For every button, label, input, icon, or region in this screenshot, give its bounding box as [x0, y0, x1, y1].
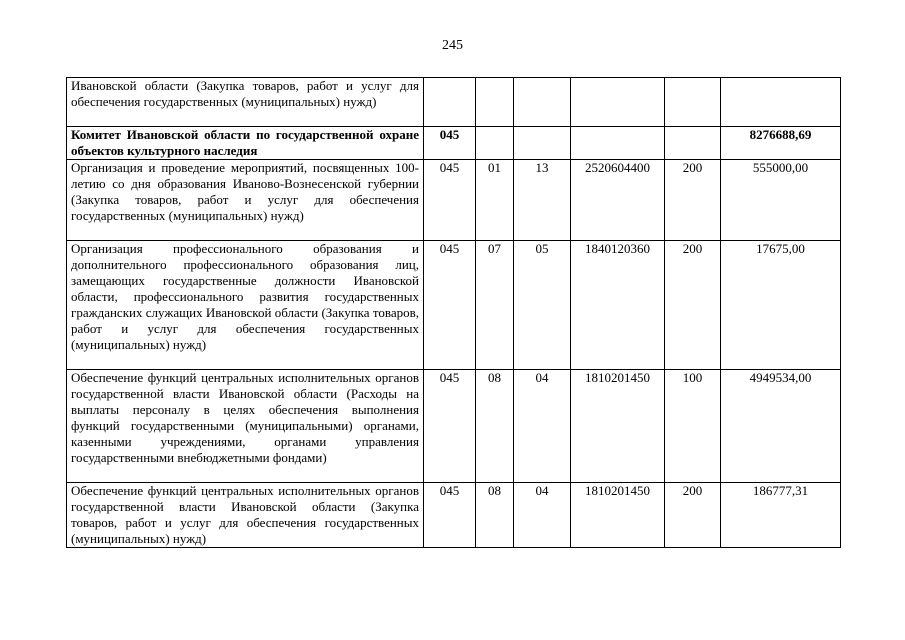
- table-row: [67, 127, 841, 160]
- ministry-code: 045: [424, 241, 476, 370]
- section-code: 07: [476, 241, 514, 370]
- subsection-code: 05: [514, 241, 571, 370]
- target-article-code: 2520604400: [571, 160, 665, 241]
- amount: 8276688,69: [721, 127, 841, 160]
- expense-type-code: 200: [665, 160, 721, 241]
- amount: 17675,00: [721, 241, 841, 370]
- row-description: Организация профессионального образования и дополнительного профессионального образования лиц, замещающих государственные должности Ивановской области, профессионального развития государственных гражданских служащих Ивановской области (Закупка товаров, работ и услуг для обеспечения государственных (муниципальных) нужд): [67, 241, 424, 370]
- section-code: [476, 78, 514, 127]
- expense-type-code: [665, 127, 721, 160]
- ministry-code: 045: [424, 127, 476, 160]
- table-row: [67, 160, 841, 241]
- row-description: Ивановской области (Закупка товаров, работ и услуг для обеспечения государственных (муниципальных) нужд): [67, 78, 424, 127]
- section-code: 01: [476, 160, 514, 241]
- target-article-code: 1810201450: [571, 370, 665, 483]
- table-row: [67, 483, 841, 548]
- expense-type-code: 100: [665, 370, 721, 483]
- table-row: [67, 241, 841, 370]
- section-code: [476, 127, 514, 160]
- subsection-code: 13: [514, 160, 571, 241]
- subsection-code: [514, 127, 571, 160]
- ministry-code: [424, 78, 476, 127]
- target-article-code: 1810201450: [571, 483, 665, 548]
- subsection-code: [514, 78, 571, 127]
- row-description: Комитет Ивановской области по государственной охране объектов культурного наследия: [67, 127, 424, 160]
- amount: 186777,31: [721, 483, 841, 548]
- budget-table: [66, 77, 841, 548]
- target-article-code: [571, 127, 665, 160]
- section-code: 08: [476, 370, 514, 483]
- amount: [721, 78, 841, 127]
- expense-type-code: 200: [665, 241, 721, 370]
- table-row: [67, 370, 841, 483]
- row-description: Организация и проведение мероприятий, посвященных 100-летию со дня образования Иваново-Вознесенской губернии (Закупка товаров, работ и услуг для обеспечения государственных (муниципальных) нужд): [67, 160, 424, 241]
- ministry-code: 045: [424, 370, 476, 483]
- subsection-code: 04: [514, 483, 571, 548]
- page-number: 245: [442, 38, 463, 53]
- ministry-code: 045: [424, 160, 476, 241]
- expense-type-code: [665, 78, 721, 127]
- table-row: [67, 78, 841, 127]
- ministry-code: 045: [424, 483, 476, 548]
- subsection-code: 04: [514, 370, 571, 483]
- target-article-code: [571, 78, 665, 127]
- row-description: Обеспечение функций центральных исполнительных органов государственной власти Ивановской области (Закупка товаров, работ и услуг для обеспечения государственных (муниципальных) нужд): [67, 483, 424, 548]
- expense-type-code: 200: [665, 483, 721, 548]
- target-article-code: 1840120360: [571, 241, 665, 370]
- amount: 4949534,00: [721, 370, 841, 483]
- section-code: 08: [476, 483, 514, 548]
- row-description: Обеспечение функций центральных исполнительных органов государственной власти Ивановской области (Расходы на выплаты персоналу в целях обеспечения выполнения функций государственными (муниципальными) органами, казенными учреждениями, органами управления государственными внебюджетными фондами): [67, 370, 424, 483]
- amount: 555000,00: [721, 160, 841, 241]
